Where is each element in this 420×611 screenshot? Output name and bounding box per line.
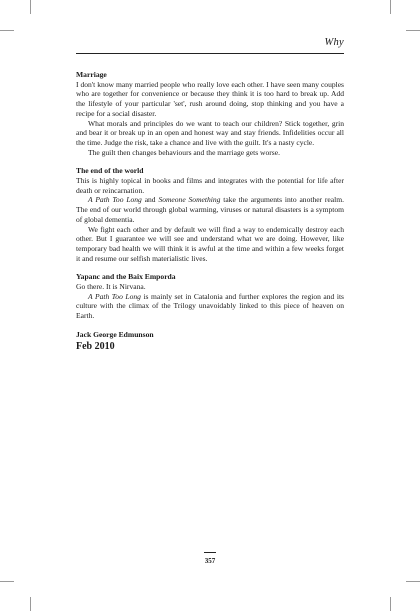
paragraph: What morals and principles do we want to teach our children? Stick together, grin and bear it or break up in an open and honest way and stay friends. Infidelities occur all the time. Judge the risk, take a chance and live with the guilt. It's a nasty cycle.: [76, 118, 344, 147]
section-heading: Yapanc and the Baix Emporda: [76, 272, 176, 282]
book-title: A Path Too Long: [88, 195, 142, 205]
crop-mark: [406, 581, 420, 582]
running-head: Why: [324, 37, 344, 48]
section-heading: Marriage: [76, 70, 107, 79]
text-span: and: [141, 195, 159, 205]
crop-mark: [30, 597, 31, 611]
text-span: take the arguments into another realm. The end of our world through global warming, viruses or natural disasters is a symptom of global dementia.: [76, 195, 344, 224]
paragraph: [76, 292, 344, 321]
paragraph: Go there. It is Nirvana.: [76, 282, 146, 292]
section-heading: The end of the world: [76, 166, 144, 176]
crop-mark: [390, 597, 391, 611]
paragraph: This is highly topical in books and films and integrates with the potential for life after death or reincarnation.: [76, 176, 344, 195]
section-end-of-world: [76, 166, 344, 263]
crop-mark: [30, 0, 31, 14]
signature-block: [76, 330, 344, 353]
crop-mark: [406, 30, 420, 31]
page-body: [76, 70, 344, 353]
paragraph: The guilt then changes behaviours and the marriage gets worse.: [88, 147, 280, 157]
signature-date: Feb 2010: [76, 340, 115, 352]
folio-rule: [204, 552, 216, 553]
paragraph: We fight each other and by default we will find a way to endemically destroy each other. But I guarantee we will see and understand what we are doing. However, like temporary bad health we will think it is awful at the time and within a few weeks forget it and resume our selfish materialistic lives.: [76, 224, 344, 263]
section-marriage: [76, 70, 344, 157]
crop-mark: [390, 0, 391, 14]
header-rule: [76, 53, 344, 54]
crop-mark: [0, 581, 14, 582]
paragraph: [76, 195, 344, 224]
text-span: is mainly set in Catalonia and further explores the region and its culture with the climax of the Trilogy unavoidably linked to this piece of heaven on Earth.: [76, 291, 344, 321]
page-number: 357: [204, 557, 216, 565]
section-yapanc: [76, 272, 344, 321]
book-title: Someone Something: [158, 195, 221, 205]
crop-mark: [0, 30, 14, 31]
book-title: A Path Too Long: [88, 291, 141, 301]
paragraph: I don't know many married people who really love each other. I have seen many couples who are together for convenience or because they think it is too hard to break up. Add the lifestyle of your particular 'set', rush around doing, stop thinking and you have a recipe for a social disaster.: [76, 79, 344, 118]
author-name: Jack George Edmunson: [76, 329, 154, 339]
